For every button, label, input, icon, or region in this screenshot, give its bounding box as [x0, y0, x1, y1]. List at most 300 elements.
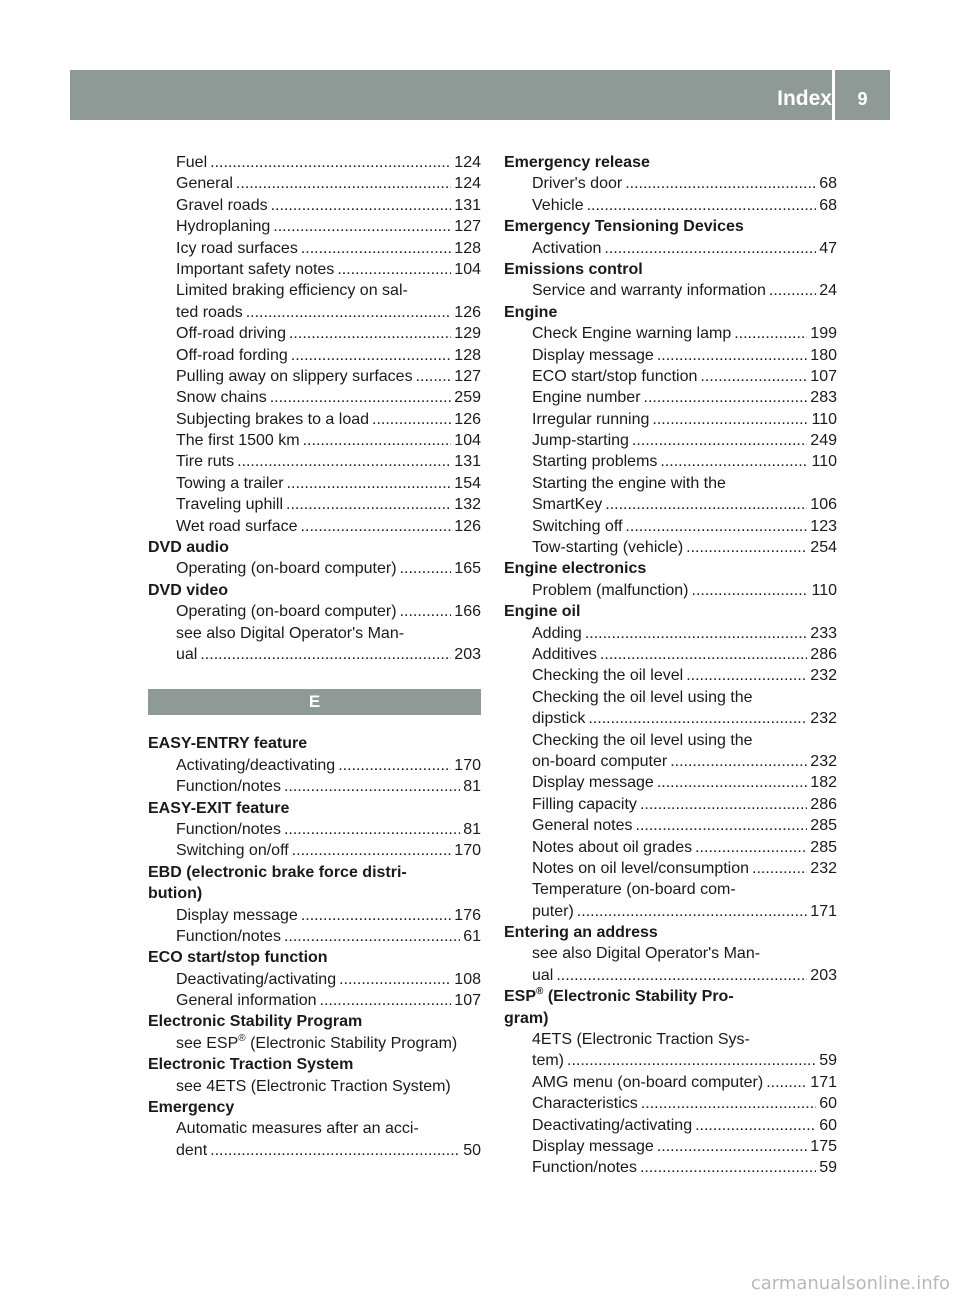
- index-entry: [148, 302, 481, 323]
- dot-leader: [567, 1050, 816, 1071]
- entry-text: Temperature (on-board com-: [532, 881, 736, 899]
- entry-text: Activation: [532, 239, 602, 257]
- index-heading: [504, 216, 837, 237]
- dot-leader: [270, 387, 452, 408]
- dot-leader: [210, 152, 451, 173]
- entry-text: Engine oil: [504, 603, 581, 621]
- index-heading: [148, 883, 481, 904]
- index-entry: [504, 451, 837, 472]
- index-entry: [148, 905, 481, 926]
- index-entry: [148, 1076, 481, 1097]
- dot-leader: [686, 665, 807, 686]
- index-heading: [504, 302, 837, 323]
- index-entry: [148, 387, 481, 408]
- page-reference: 104: [454, 432, 481, 450]
- page-reference: 259: [454, 389, 481, 407]
- index-entry: [504, 772, 837, 793]
- entry-text: Function/notes: [176, 778, 281, 796]
- index-entry: [148, 195, 481, 216]
- entry-text: SmartKey: [532, 496, 603, 514]
- entry-text: EASY-EXIT feature: [148, 799, 290, 817]
- index-entry: [148, 1033, 481, 1054]
- entry-text: ECO start/stop function: [532, 367, 698, 385]
- entry-text: bution): [148, 885, 203, 903]
- page-reference: 166: [454, 603, 481, 621]
- index-heading: [504, 601, 837, 622]
- page-reference: 127: [454, 218, 481, 236]
- dot-leader: [605, 494, 807, 515]
- index-entry: [504, 708, 837, 729]
- index-entry: [504, 430, 837, 451]
- dot-leader: [339, 969, 451, 990]
- dot-leader: [636, 815, 808, 836]
- page-reference: 50: [463, 1141, 481, 1159]
- index-entry: [504, 1136, 837, 1157]
- index-heading: [148, 1011, 481, 1032]
- dot-leader: [210, 1140, 460, 1161]
- page-reference: 107: [454, 992, 481, 1010]
- entry-text: Additives: [532, 645, 597, 663]
- entry-text: Limited braking efficiency on sal-: [176, 282, 408, 300]
- page-reference: 286: [810, 795, 837, 813]
- dot-leader: [587, 195, 817, 216]
- entry-text: Automatic measures after an acci-: [176, 1120, 419, 1138]
- index-entry: [504, 665, 837, 686]
- page-reference: 108: [454, 970, 481, 988]
- entry-text: Emissions control: [504, 260, 643, 278]
- page-reference: 180: [810, 346, 837, 364]
- entry-text: Display message: [532, 346, 654, 364]
- index-entry: [504, 687, 837, 708]
- dot-leader: [686, 537, 807, 558]
- page-number: 9: [857, 89, 868, 109]
- entry-text: Fuel: [176, 154, 208, 171]
- entry-text: on-board computer: [532, 752, 668, 770]
- entry-text-post: (Electronic Stability Pro-: [543, 988, 734, 1006]
- entry-text: Hydroplaning: [176, 218, 271, 236]
- index-entry: [148, 644, 481, 665]
- page-reference: 47: [819, 239, 837, 257]
- page-reference: 59: [819, 1052, 837, 1070]
- index-entry: [148, 173, 481, 194]
- page-reference: 165: [454, 560, 481, 578]
- page-reference: 128: [454, 239, 481, 257]
- dot-leader: [657, 772, 807, 793]
- page-reference: 107: [810, 367, 837, 385]
- page-reference: 232: [810, 859, 837, 877]
- page-reference: 81: [463, 778, 481, 796]
- dot-leader: [301, 516, 452, 537]
- index-entry: [148, 558, 481, 579]
- page-reference: 131: [454, 196, 481, 214]
- page-reference: 154: [454, 474, 481, 492]
- dot-leader: [734, 323, 807, 344]
- dot-leader: [652, 409, 808, 430]
- entry-text: Starting problems: [532, 453, 658, 471]
- entry-text: Electronic Traction System: [148, 1056, 354, 1074]
- index-entry: [504, 173, 837, 194]
- index-heading: [148, 798, 481, 819]
- index-entry: [148, 216, 481, 237]
- entry-text: Check Engine warning lamp: [532, 325, 732, 343]
- entry-text: Snow chains: [176, 389, 267, 407]
- page-reference: 254: [810, 539, 837, 557]
- entry-text: Service and warranty information: [532, 282, 766, 300]
- entry-text: Engine number: [532, 389, 641, 407]
- entry-text: Engine electronics: [504, 560, 647, 578]
- entry-text: Notes on oil level/consumption: [532, 859, 750, 877]
- entry-text: Deactivating/activating: [176, 970, 337, 988]
- index-entry: [148, 926, 481, 947]
- index-entry: [504, 730, 837, 751]
- dot-leader: [695, 837, 807, 858]
- entry-text: [504, 986, 734, 1007]
- entry-text: Function/notes: [176, 927, 281, 945]
- page-reference: 68: [819, 196, 837, 214]
- index-heading: [148, 1054, 481, 1075]
- entry-text: Switching on/off: [176, 842, 289, 860]
- entry-text: Pulling away on slippery surfaces: [176, 367, 413, 385]
- entry-text: Gravel roads: [176, 196, 268, 214]
- entry-text: General notes: [532, 817, 633, 835]
- index-entry: [504, 1157, 837, 1178]
- index-entry: [148, 473, 481, 494]
- index-entry: [504, 580, 837, 601]
- page-reference: 283: [810, 389, 837, 407]
- index-heading: [504, 922, 837, 943]
- index-heading: [148, 733, 481, 754]
- page-reference: 129: [454, 325, 481, 343]
- index-entry: [504, 901, 837, 922]
- page-reference: 60: [819, 1095, 837, 1113]
- entry-text: puter): [532, 902, 574, 920]
- entry-text: Off-road driving: [176, 325, 286, 343]
- index-entry: [148, 323, 481, 344]
- index-letter-heading: E: [148, 689, 481, 715]
- index-entry: [148, 259, 481, 280]
- page-reference: 110: [811, 581, 837, 599]
- entry-text: Notes about oil grades: [532, 838, 693, 856]
- page-reference: 170: [454, 842, 481, 860]
- dot-leader: [625, 173, 816, 194]
- dot-leader: [657, 1136, 807, 1157]
- entry-text-pre: ESP: [504, 988, 537, 1006]
- dot-leader: [284, 776, 460, 797]
- entry-text: Towing a trailer: [176, 474, 284, 492]
- page-reference: 60: [819, 1116, 837, 1134]
- dot-leader: [320, 990, 452, 1011]
- index-heading: [504, 259, 837, 280]
- dot-leader: [246, 302, 452, 323]
- dot-leader: [200, 644, 451, 665]
- index-entry: [504, 238, 837, 259]
- index-heading: [148, 580, 481, 601]
- index-entry: [148, 516, 481, 537]
- page-reference: 124: [454, 175, 481, 193]
- entry-text: Activating/deactivating: [176, 756, 336, 774]
- entry-text: see 4ETS (Electronic Traction System): [176, 1077, 451, 1095]
- dot-leader: [337, 259, 451, 280]
- page-reference: 176: [454, 906, 481, 924]
- dot-leader: [292, 840, 452, 861]
- dot-leader: [632, 430, 807, 451]
- page-reference: 61: [463, 927, 481, 945]
- dot-leader: [692, 580, 809, 601]
- entry-text: ECO start/stop function: [148, 949, 328, 967]
- index-heading: [148, 1097, 481, 1118]
- index-entry: [148, 840, 481, 861]
- page-reference: 233: [810, 624, 837, 642]
- index-entry: [504, 644, 837, 665]
- entry-text: Entering an address: [504, 924, 658, 942]
- index-entry: [148, 776, 481, 797]
- entry-text: see also Digital Operator's Man-: [176, 624, 405, 642]
- index-entry: [504, 366, 837, 387]
- entry-text: Display message: [532, 774, 654, 792]
- page-reference: 170: [454, 756, 481, 774]
- index-entry: [504, 815, 837, 836]
- index-entry: [148, 451, 481, 472]
- page-reference: 126: [454, 303, 481, 321]
- page-reference: 171: [810, 902, 837, 920]
- dot-leader: [640, 1157, 816, 1178]
- dot-leader: [301, 238, 451, 259]
- index-heading: [148, 537, 481, 558]
- index-heading: [148, 947, 481, 968]
- page-reference: 286: [810, 645, 837, 663]
- dot-leader: [400, 558, 452, 579]
- index-entry: [148, 280, 481, 301]
- entry-text: Important safety notes: [176, 260, 335, 278]
- page-reference: 285: [810, 817, 837, 835]
- dot-leader: [556, 965, 807, 986]
- entry-text: EASY-ENTRY feature: [148, 735, 308, 753]
- entry-text: Emergency Tensioning Devices: [504, 218, 744, 236]
- index-entry: [504, 1115, 837, 1136]
- entry-text: gram): [504, 1009, 549, 1027]
- entry-text: Operating (on-board computer): [176, 603, 397, 621]
- entry-text: General information: [176, 992, 317, 1010]
- page-reference: 110: [811, 410, 837, 428]
- dot-leader: [236, 173, 451, 194]
- dot-leader: [287, 473, 452, 494]
- entry-text: Adding: [532, 624, 582, 642]
- entry-text: Operating (on-board computer): [176, 560, 397, 578]
- entry-text: DVD video: [148, 581, 229, 599]
- dot-leader: [644, 387, 808, 408]
- watermark: carmanualsonline.info: [750, 1273, 950, 1294]
- index-entry: [148, 409, 481, 430]
- entry-text: Tow-starting (vehicle): [532, 539, 684, 557]
- index-entry: [504, 879, 837, 900]
- index-heading: [504, 152, 837, 173]
- index-entry: [148, 755, 481, 776]
- dot-leader: [700, 366, 807, 387]
- index-entry: [504, 943, 837, 964]
- page-reference: 199: [810, 325, 837, 343]
- index-entry: [148, 601, 481, 622]
- entry-text: 4ETS (Electronic Traction Sys-: [532, 1031, 750, 1049]
- entry-text: Filling capacity: [532, 795, 637, 813]
- index-entry: [504, 409, 837, 430]
- index-entry: [504, 323, 837, 344]
- index-heading: [504, 1008, 837, 1029]
- entry-text: [176, 1033, 457, 1054]
- dot-leader: [600, 644, 807, 665]
- page-reference: 171: [810, 1073, 837, 1091]
- dot-leader: [585, 623, 807, 644]
- entry-text: General: [176, 175, 233, 193]
- entry-text: Checking the oil level: [532, 667, 684, 685]
- page-reference: 203: [810, 966, 837, 984]
- dot-leader: [301, 905, 451, 926]
- index-entry: [504, 494, 837, 515]
- page-reference: 126: [454, 517, 481, 535]
- dot-leader: [588, 708, 807, 729]
- page-reference: 182: [810, 774, 837, 792]
- page-reference: 128: [454, 346, 481, 364]
- index-entry: [504, 858, 837, 879]
- index-entry: [504, 537, 837, 558]
- dot-leader: [416, 366, 452, 387]
- page-reference: 203: [454, 645, 481, 663]
- page-reference: 232: [810, 710, 837, 728]
- index-entry: [148, 494, 481, 515]
- entry-text: ted roads: [176, 303, 243, 321]
- index-entry: [504, 1029, 837, 1050]
- index-entry: [504, 751, 837, 772]
- entry-text: tem): [532, 1052, 564, 1070]
- dot-leader: [303, 430, 452, 451]
- dot-leader: [284, 926, 460, 947]
- index-heading: [148, 862, 481, 883]
- entry-text: Irregular running: [532, 410, 650, 428]
- index-entry: [148, 990, 481, 1011]
- index-entry: [504, 195, 837, 216]
- entry-text: Display message: [176, 906, 298, 924]
- index-entry: [504, 516, 837, 537]
- index-entry: [504, 794, 837, 815]
- index-entry: [148, 430, 481, 451]
- page-reference: 175: [810, 1137, 837, 1155]
- entry-text: see also Digital Operator's Man-: [532, 945, 761, 963]
- registered-mark: ®: [238, 1032, 246, 1044]
- entry-text: Problem (malfunction): [532, 581, 689, 599]
- dot-leader: [577, 901, 808, 922]
- entry-text-pre: see ESP: [176, 1034, 239, 1052]
- page-reference: 232: [810, 667, 837, 685]
- entry-text: Checking the oil level using the: [532, 688, 753, 706]
- index-entry: [504, 1093, 837, 1114]
- index-entry: [148, 969, 481, 990]
- entry-text-post: (Electronic Stability Program): [245, 1034, 458, 1052]
- entry-text: Driver's door: [532, 175, 623, 193]
- entry-text: AMG menu (on-board computer): [532, 1073, 764, 1091]
- index-entry: [504, 1050, 837, 1071]
- index-entry: [148, 1140, 481, 1161]
- dot-leader: [273, 216, 451, 237]
- index-entry: [148, 623, 481, 644]
- page-reference: 131: [454, 453, 481, 471]
- dot-leader: [400, 601, 452, 622]
- entry-text: Characteristics: [532, 1095, 638, 1113]
- dot-leader: [286, 494, 451, 515]
- dot-leader: [625, 516, 807, 537]
- dot-leader: [604, 238, 816, 259]
- index-entry: [148, 366, 481, 387]
- entry-text: DVD audio: [148, 539, 229, 557]
- index-entry: [504, 837, 837, 858]
- dot-leader: [640, 794, 807, 815]
- dot-leader: [338, 755, 451, 776]
- entry-text: Emergency: [148, 1099, 235, 1117]
- page-reference: 81: [463, 820, 481, 838]
- page-reference: 285: [810, 838, 837, 856]
- entry-text: Emergency release: [504, 154, 650, 171]
- dot-leader: [766, 1072, 807, 1093]
- entry-text: Icy road surfaces: [176, 239, 298, 257]
- entry-text: Display message: [532, 1137, 654, 1155]
- page-reference: 106: [810, 496, 837, 514]
- entry-text: Electronic Stability Program: [148, 1013, 363, 1031]
- entry-text: Wet road surface: [176, 517, 298, 535]
- entry-text: The first 1500 km: [176, 432, 300, 450]
- entry-text: Function/notes: [176, 820, 281, 838]
- entry-text: Function/notes: [532, 1159, 637, 1177]
- page-reference: 126: [454, 410, 481, 428]
- page-reference: 68: [819, 175, 837, 193]
- page-reference: 249: [810, 432, 837, 450]
- page-reference: 124: [454, 154, 481, 171]
- entry-text: Jump-starting: [532, 432, 629, 450]
- dot-leader: [271, 195, 452, 216]
- page-reference: 104: [454, 260, 481, 278]
- index-heading: [504, 986, 837, 1007]
- entry-text: ual: [176, 645, 198, 663]
- page-reference: 24: [819, 282, 837, 300]
- dot-leader: [695, 1115, 816, 1136]
- entry-text: Starting the engine with the: [532, 474, 726, 492]
- index-entry: [148, 1118, 481, 1139]
- dot-leader: [237, 451, 451, 472]
- index-entry: [148, 345, 481, 366]
- index-entry: [148, 238, 481, 259]
- entry-text: Tire ruts: [176, 453, 235, 471]
- section-title: Index: [777, 87, 832, 110]
- registered-mark: ®: [536, 985, 544, 997]
- dot-leader: [289, 323, 451, 344]
- index-entry: [504, 280, 837, 301]
- page-reference: 59: [819, 1159, 837, 1177]
- page-reference: 110: [811, 453, 837, 471]
- entry-text: Checking the oil level using the: [532, 731, 753, 749]
- entry-text: Traveling uphill: [176, 496, 284, 514]
- index-entry: [504, 623, 837, 644]
- index-column-left: [148, 152, 481, 1161]
- index-entry: [148, 152, 481, 173]
- entry-text: EBD (electronic brake force distri-: [148, 863, 407, 881]
- index-entry: [148, 819, 481, 840]
- dot-leader: [660, 451, 808, 472]
- index-heading: [504, 558, 837, 579]
- page-reference: 127: [454, 367, 481, 385]
- index-entry: [504, 387, 837, 408]
- index-entry: [504, 1072, 837, 1093]
- index-entry: [504, 345, 837, 366]
- entry-text: Off-road fording: [176, 346, 288, 364]
- entry-text: Deactivating/activating: [532, 1116, 693, 1134]
- page-reference: 132: [454, 496, 481, 514]
